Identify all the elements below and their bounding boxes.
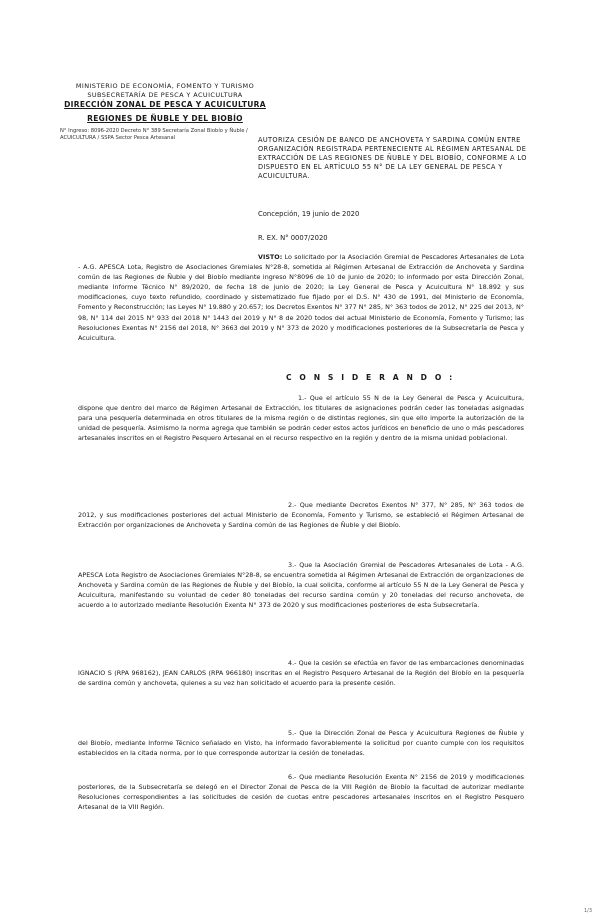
considerando-6-text: 6.- Que mediante Resolución Exenta N° 2156 de 2019 y modificaciones posteriores, de la Subsecretaría se delegó en el Director Zonal de Pesca de la VIII Región de Biobío la facultad de autorizar mediante Resoluciones correspondientes a las solicitudes de cesión de cuotas entre pescadores artesanales inscritos en el Registro Pesquero Artesanal de la VIII Región. [78, 773, 524, 812]
considerando-3-text: 3.- Que la Asociación Gremial de Pescadores Artesanales de Lota - A.G. APESCA Lota Registro de Asociaciones Gremiales N°28-8, se encuentra sometida al Régimen Artesanal de Extracción de organizaciones de Anchoveta y Sardina común de las Regiones de Ñuble y del Biobío, la cual solicita, conforme al artículo 55 N de la Ley General de Pesca y Acuicultura, manifestando su voluntad de ceder 80 toneladas del recurso sardina común y 20 toneladas del recurso anchoveta, de acuerdo a lo autorizado mediante Resolución Exenta N° 373 de 2020 y sus modificaciones posteriores de esta Subsecretaría. [78, 561, 524, 610]
considerando-5-text: 5.- Que la Dirección Zonal de Pesca y Acuicultura Regiones de Ñuble y del Biobío, mediante Informe Técnico señalado en Visto, ha informado favorablemente la solicitud por cuanto cumple con los requisitos establecidos en la citada norma, por lo que corresponde autorizar la cesión de toneladas. [78, 729, 524, 758]
considerando-heading: C O N S I D E R A N D O : [286, 373, 455, 382]
considerando-4-text: 4.- Que la cesión se efectúa en favor de las embarcaciones denominadas IGNACIO S (RPA 968162), JEAN CARLOS (RPA 966180) inscritas en el Registro Pesquero Artesanal de la Región del Biobío en la pesquería de sardina común y anchoveta, quienes a su vez han solicitado el acuerdo para la presente cesión. [78, 659, 524, 688]
considerando-5 [78, 728, 524, 758]
considerando-1 [78, 393, 524, 443]
visto-label: VISTO: [258, 253, 283, 261]
considerando-3 [78, 560, 524, 610]
ministry-name: MINISTERIO DE ECONOMÍA, FOMENTO Y TURISMO [75, 82, 255, 90]
resolution-number: R. EX. N° 0007/2020 [258, 234, 328, 242]
visto-text: Lo solicitado por la Asociación Gremial de Pescadores Artesanales de Lota - A.G. APESCA Lota, Registro de Asociaciones Gremiales N°28-8, sometida al Régimen Artesanal de Extracción de Anchoveta y Sardina común de las Regiones de Ñuble y del Biobío mediante ingreso N°8096 de 10 de junio de 2020; lo informado por esta Dirección Zonal, mediante Informe Técnico N° 89/2020, de fecha 18 de junio de 2020; la Ley General de Pesca y Acuicultura N° 18.892 y sus modificaciones, cuyo texto refundido, coordinado y sistematizado fue fijado por el D.S. N° 430 de 1991, del Ministerio de Economía, Fomento y Reconstrucción; las Leyes N° 19.880 y 20.657; los Decretos Exentos N° 377 N° 285, N° 363 todos de 2012, N° 225 del 2013, N° 98, N° 114 del 2015 N° 933 del 2018 N° 1443 del 2019 y N° 8 de 2020 todos del actual Ministerio de Economía, Fomento y Turismo; las Resoluciones Exentas N° 2156 del 2018, N° 3663 del 2019 y N° 373 de 2020 y modificaciones posteriores de la Subsecretaría de Pesca y Acuicultura. [78, 253, 524, 342]
subsecretariat-name: SUBSECRETARÍA DE PESCA Y ACUICULTURA [87, 91, 243, 99]
page-number: 1/3 [583, 908, 592, 914]
resolution-date: Concepción, 19 junio de 2020 [258, 210, 360, 218]
considerando-2-text: 2.- Que mediante Decretos Exentos N° 377, N° 285, N° 363 todos de 2012, y sus modificaciones posteriores del actual Ministerio de Economía, Fomento y Turismo, se estableció el Régimen Artesanal de Extracción por organizaciones de Anchoveta y Sardina común de las Regiones de Ñuble y del Biobío. [78, 501, 524, 530]
issuer-header [60, 82, 270, 124]
visto-paragraph [78, 252, 524, 343]
resolution-title: AUTORIZA CESIÓN DE BANCO DE ANCHOVETA Y SARDINA COMÚN ENTRE ORGANIZACIÓN REGISTRADA PERTENECIENTE AL RÉGIMEN ARTESANAL DE EXTRACCIÓN DE LAS REGIONES DE ÑUBLE Y DEL BIOBÍO, CONFORME A LO DISPUESTO EN EL ARTÍCULO 55 N° DE LA LEY GENERAL DE PESCA Y ACUICULTURA. [258, 136, 527, 180]
considerando-1-text: 1.- Que el artículo 55 N de la Ley General de Pesca y Acuicultura, dispone que dentro del marco de Régimen Artesanal de Extracción, los titulares de asignaciones podrán ceder las toneladas asignadas para una pesquería determinada en otros titulares de la misma región o de distintas regiones, sin que ello importe la autorización de la unidad de pesquería. Asimismo la norma agrega que también se podrán ceder estos actos jurídicos en beneficio de uno o más pescadores artesanales inscritos en el Registro Pesquero Artesanal en el recurso respectivo en la región y dentro de la misma unidad poblacional. [78, 394, 524, 443]
considerando-6 [78, 772, 524, 812]
regions-name: REGIONES DE ÑUBLE Y DEL BIOBÍO [87, 114, 243, 123]
considerando-2 [78, 500, 524, 530]
reference-lines: N° Ingreso: 8096-2020 Decreto N° 389 Secretaría Zonal Biobío y Ñuble / ACUICULTURA / SSPA Sector Pesca Artesanal [60, 128, 248, 141]
directorate-name: DIRECCIÓN ZONAL DE PESCA Y ACUICULTURA [64, 100, 266, 109]
considerando-4 [78, 658, 524, 688]
